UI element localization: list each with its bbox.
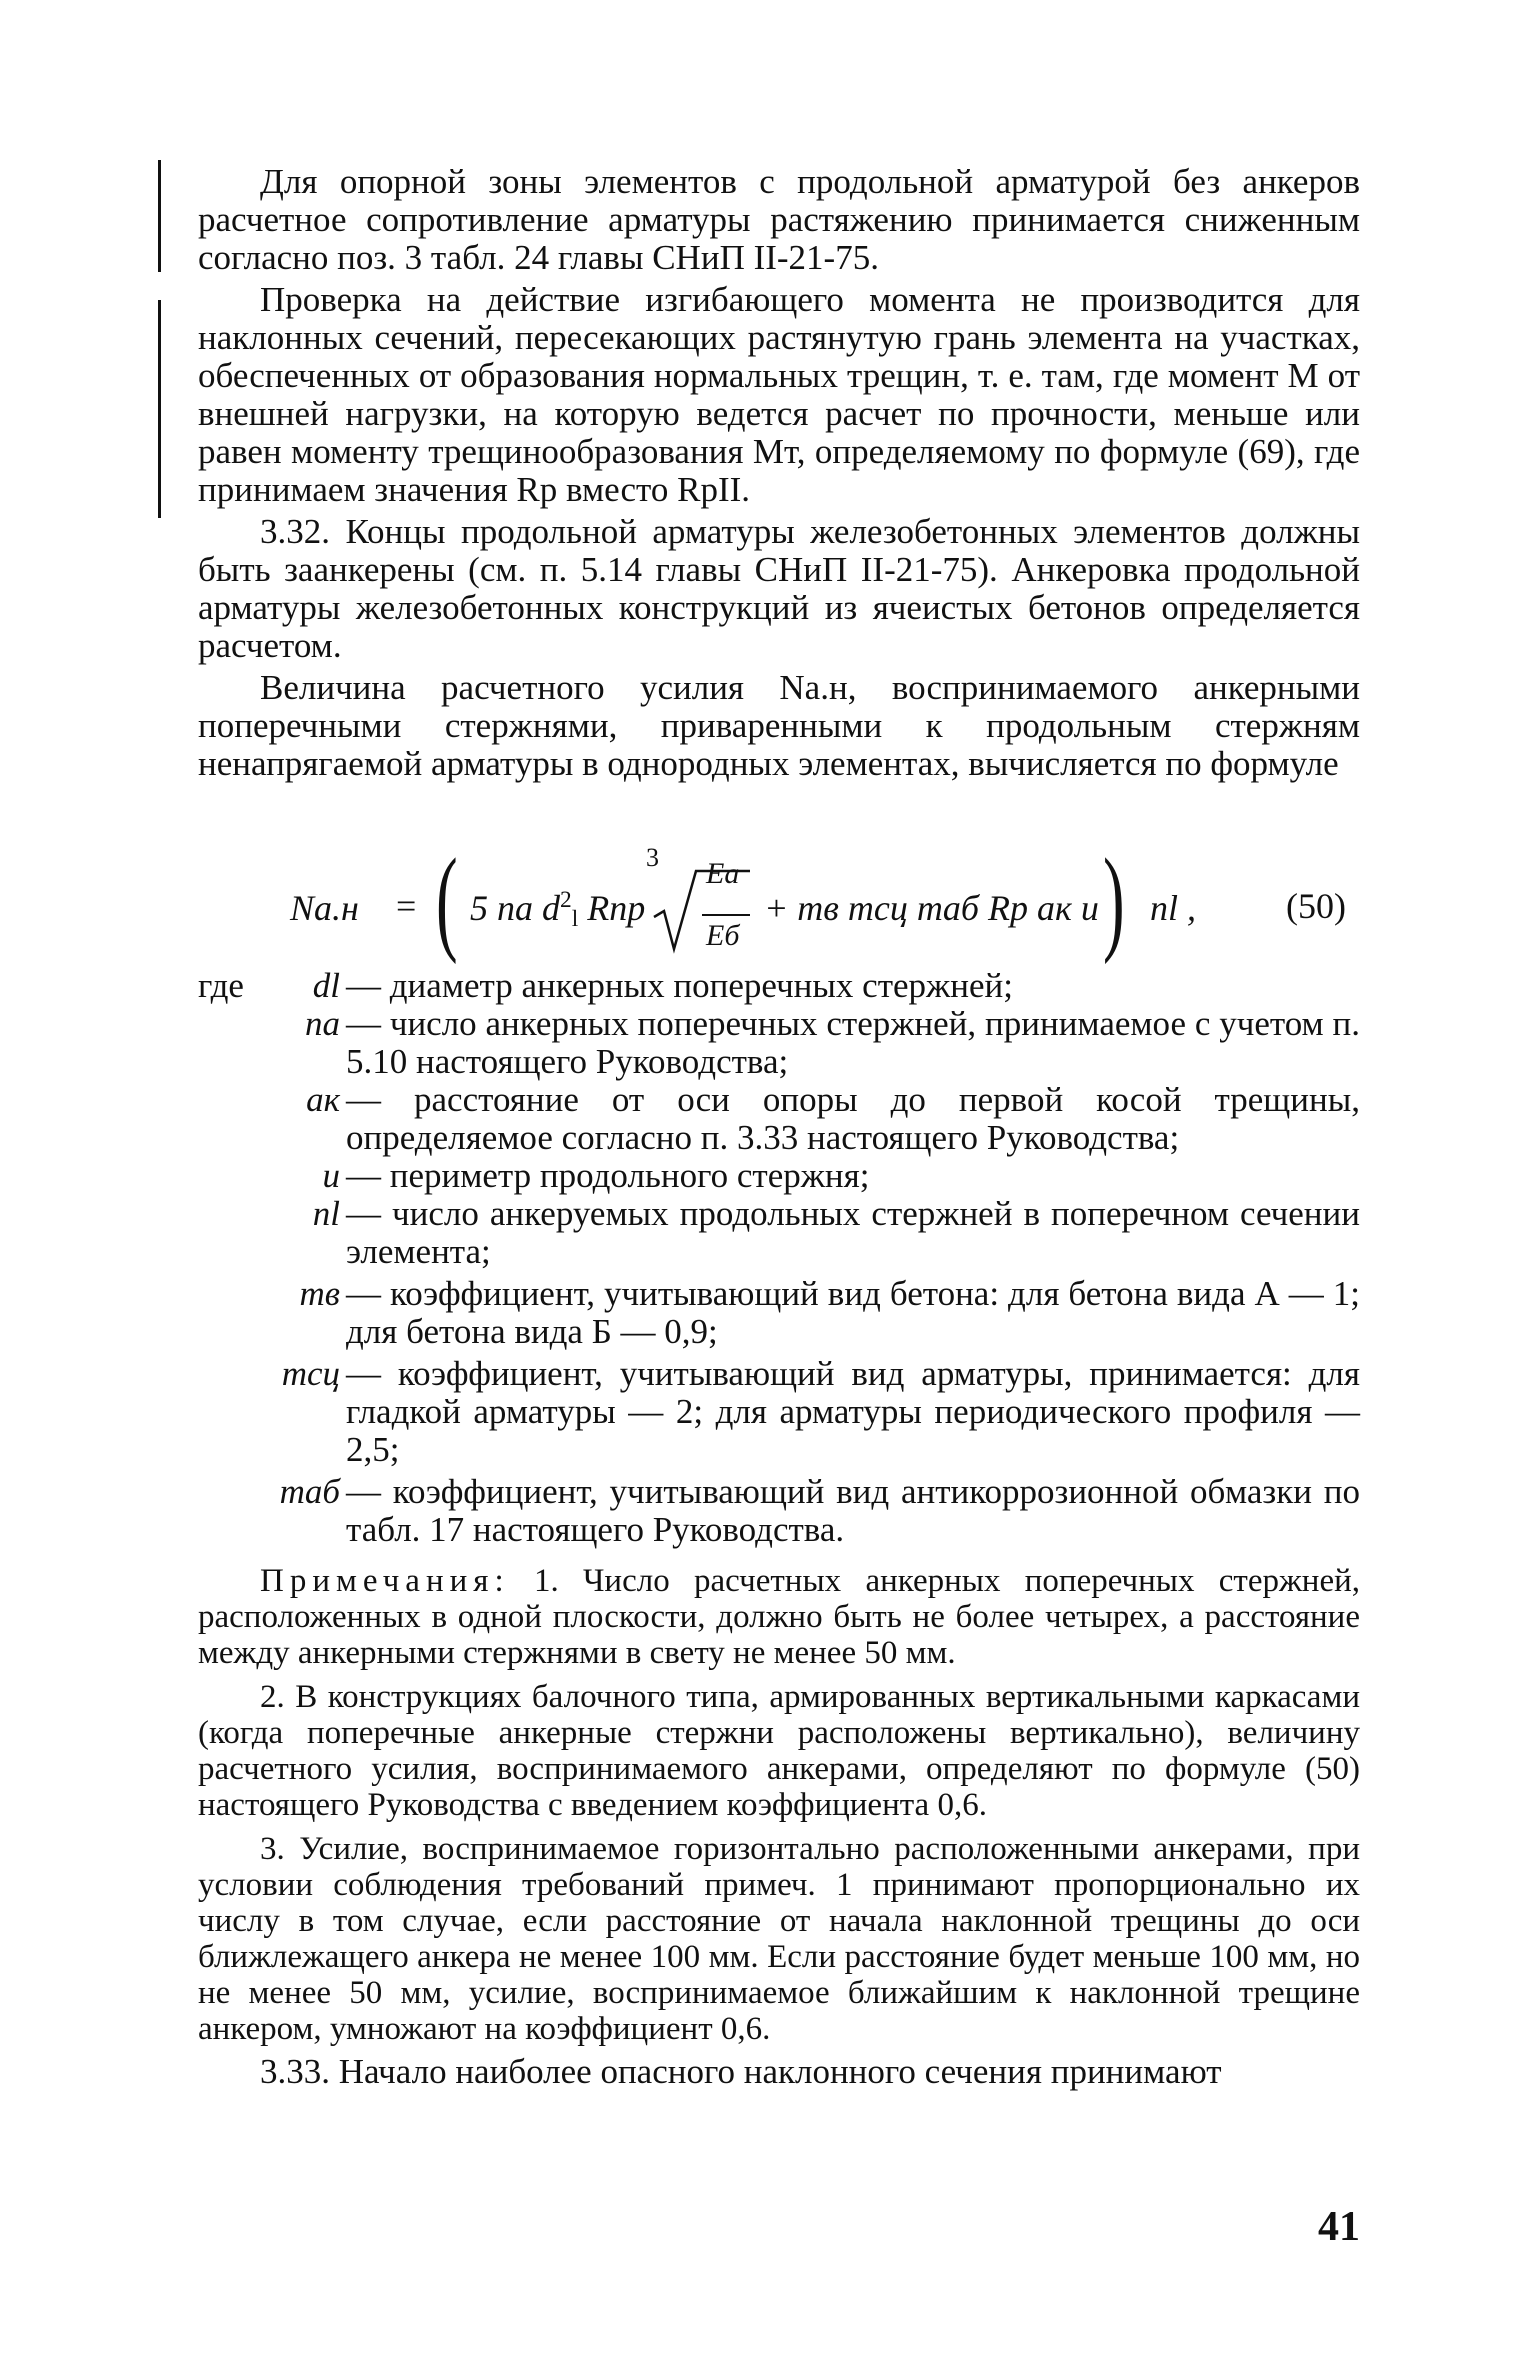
formula-lhs-text: Nа.н: [290, 888, 359, 928]
definition-item: [198, 1355, 1360, 1469]
note-2: 2. В конструкциях балочного типа, армированных вертикальными каркасами (когда поперечные анкерные стержни расположены вертикально), величину расчетного усилия, воспринимаемого анкерами, определяют по формуле (50) настоящего Руководства с введением коэффициента 0,6.: [198, 1679, 1360, 1823]
formula-term2-text: + mв mсц mаб Rр aк u: [764, 888, 1099, 928]
formula-tail: [1150, 887, 1196, 929]
definition-text: — число анкеруемых продольных стержней в поперечном сечении элемента;: [346, 1194, 1360, 1271]
definition-symbol: mаб: [279, 1472, 340, 1511]
paren-right: ): [1103, 834, 1125, 965]
formula-term2: [764, 887, 1099, 929]
definitions-list: [198, 967, 1360, 2091]
note-3: 3. Усилие, воспринимаемое горизонтально расположенными анкерами, при условии соблюдения требований примеч. 1 принимают пропорционально их числу в том случае, если расстояние от начала наклонной трещины до оси ближлежащего анкера не менее 100 мм. Если расстояние будет меньше 100 мм, но не менее 50 мм, усилие, воспринимаемое ближайшим к наклонной трещине анкером, умножают на коэффициент 0,6.: [198, 1831, 1360, 2047]
definition-text: — коэффициент, учитывающий вид бетона: для бетона вида А — 1; для бетона вида Б — 0,9;: [346, 1274, 1360, 1351]
definition-item: [198, 1195, 1360, 1271]
definition-text: — диаметр анкерных поперечных стержней;: [346, 966, 1013, 1005]
paren-left: (: [436, 834, 458, 965]
definition-item: [198, 967, 1360, 1005]
definition-item: [198, 1157, 1360, 1195]
note-1-text: 1. Число расчетных анкерных поперечных стержней, расположенных в одной плоскости, должно быть не более четырех, а расстояние между анкерными стержнями в свету не менее 50 мм.: [198, 1563, 1361, 1671]
formula-number: (50): [1286, 886, 1346, 926]
formula-term1-sup: 2: [560, 887, 572, 914]
formula-lhs: [290, 887, 359, 929]
notes-block: [198, 1563, 1360, 2047]
paragraph: Величина расчетного усилия Nа.н, воспринимаемого анкерными поперечными стержнями, приваренными к продольным стержням ненапрягаемой арматуры в однородных элементах, вычисляется по формуле: [198, 668, 1360, 783]
paragraph: Проверка на действие изгибающего момента не производится для наклонных сечений, пересекающих растянутую грань элемента на участках, обеспеченных от образования нормальных трещин, т. е. там, где момент М от внешней нагрузки, на которую ведется расчет по прочности, меньше или равен моменту трещинообразования Мт, определяемому по формуле (69), где принимаем значения Rр вместо RрII.: [198, 280, 1360, 509]
definition-symbol: aк: [306, 1080, 340, 1119]
definition-symbol: nl: [312, 1194, 340, 1233]
definitions-lead: где: [198, 966, 244, 1005]
root-index: 3: [646, 843, 659, 872]
definition-symbol: u: [322, 1156, 340, 1195]
formula-term1-text: 5 nа d: [470, 888, 560, 928]
frac-den-text: Eб: [706, 919, 740, 952]
last-line: 3.33. Начало наиболее опасного наклонного сечения принимают: [260, 2052, 1222, 2091]
notes-heading: Примечания:: [260, 1563, 510, 1599]
formula-50: [198, 834, 1360, 967]
definition-text: — число анкерных поперечных стержней, принимаемое с учетом п. 5.10 настоящего Руководства;: [346, 1004, 1360, 1081]
definition-text: — коэффициент, учитывающий вид антикоррозионной обмазки по табл. 17 настоящего Руководства.: [346, 1472, 1360, 1549]
frac-denominator: [706, 919, 739, 953]
definition-symbol: dl: [312, 966, 340, 1005]
definition-symbol: mсц: [281, 1354, 340, 1393]
definition-symbol: nа: [305, 1004, 340, 1043]
formula-term1-r: Rпр: [587, 888, 646, 928]
definition-text: — расстояние от оси опоры до первой косой трещины, определяемое согласно п. 3.33 настоящего Руководства;: [346, 1080, 1360, 1157]
text-block-top: [198, 163, 1360, 783]
formula-tail-text: nl ,: [1150, 888, 1197, 928]
paragraph: 3.32. Концы продольной арматуры железобетонных элементов должны быть заанкерены (см. п. 5.14 главы СНиП II-21-75). Анкеровка продольной арматуры железобетонных конструкций из ячеистых бетонов определяется расчетом.: [198, 512, 1360, 665]
definition-item: [198, 1275, 1360, 1351]
definition-symbol: mв: [299, 1274, 340, 1313]
note-1: [198, 1563, 1360, 1671]
page-number: 41: [1318, 2204, 1360, 2250]
formula-term1-sub: l: [571, 905, 579, 932]
definition-item: [198, 1081, 1360, 1157]
definition-item: [198, 1005, 1360, 1081]
change-bar: [158, 160, 161, 272]
formula-term1: [470, 887, 645, 933]
change-bar: [158, 300, 161, 518]
frac-numerator: [706, 857, 739, 891]
paragraph: Для опорной зоны элементов с продольной арматурой без анкеров расчетное сопротивление арматуры растяжению принимается сниженным согласно поз. 3 табл. 24 главы СНиП II-21-75.: [198, 162, 1360, 277]
definition-text: — коэффициент, учитывающий вид арматуры, принимается: для гладкой арматуры — 2; для арматуры периодического профиля — 2,5;: [346, 1354, 1360, 1469]
definition-item: [198, 1473, 1360, 1549]
frac-num-text: Eа: [706, 857, 740, 890]
formula-equals: =: [396, 886, 417, 926]
definition-text: — периметр продольного стержня;: [346, 1156, 870, 1195]
